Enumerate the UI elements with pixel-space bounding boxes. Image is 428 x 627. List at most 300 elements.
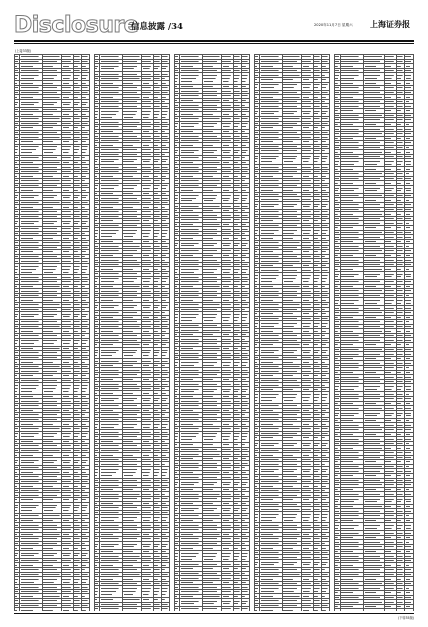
table-cell — [180, 479, 203, 487]
table-row — [15, 144, 90, 156]
table-cell — [100, 347, 123, 359]
table-cell — [384, 185, 396, 193]
table-row — [95, 515, 170, 523]
table-cell — [142, 276, 153, 284]
table-cell — [282, 347, 302, 355]
table-cell — [100, 64, 123, 72]
table-cell — [42, 263, 62, 275]
table-cell — [142, 228, 153, 240]
table-cell — [233, 550, 241, 562]
table-cell — [321, 467, 329, 475]
table-cell — [313, 201, 321, 209]
table-cell — [321, 321, 329, 329]
table-cell — [321, 586, 329, 594]
table-cell — [180, 241, 203, 249]
table-cell — [73, 263, 81, 275]
table-cell — [73, 219, 81, 227]
table-cell — [405, 384, 414, 392]
table-cell — [233, 360, 241, 368]
table-cell — [384, 159, 396, 167]
table-cell — [260, 153, 283, 165]
table-cell — [161, 183, 169, 191]
table-cell — [282, 440, 302, 448]
table-cell — [282, 108, 302, 116]
table-cell — [42, 431, 62, 439]
table-cell — [73, 431, 81, 439]
table-cell — [153, 276, 161, 284]
table-cell — [222, 360, 233, 368]
table-cell — [313, 560, 321, 568]
table-cell — [142, 541, 153, 549]
table-cell — [364, 271, 385, 279]
table-cell — [42, 73, 62, 81]
table-cell — [42, 608, 62, 611]
table-cell — [62, 99, 73, 107]
fund-holdings-table — [14, 54, 90, 611]
table-row — [175, 431, 250, 443]
fund-holdings-table — [334, 54, 414, 611]
table-cell — [202, 192, 222, 204]
table-cell — [282, 201, 302, 209]
table-cell — [321, 108, 329, 116]
table-cell — [62, 144, 73, 156]
table-cell — [153, 541, 161, 549]
table-cell — [260, 511, 283, 523]
table-cell — [142, 157, 153, 165]
table-cell — [340, 298, 364, 306]
table-cell — [161, 276, 169, 284]
table-cell — [260, 201, 283, 209]
table-cell — [260, 108, 283, 116]
table-cell — [260, 347, 283, 355]
table-cell — [260, 321, 283, 329]
table-row — [335, 298, 414, 306]
table-cell — [233, 241, 241, 249]
table-cell — [282, 586, 302, 594]
table-cell — [302, 440, 313, 448]
table-cell — [122, 157, 142, 165]
table-row — [335, 496, 414, 504]
table-cell — [313, 392, 321, 404]
table-cell — [81, 502, 89, 514]
masthead-rule — [14, 40, 414, 42]
table-row — [95, 183, 170, 191]
table-cell — [81, 550, 89, 558]
table-cell — [20, 99, 43, 107]
table-cell — [313, 153, 321, 165]
table-cell — [161, 395, 169, 403]
table-cell — [180, 599, 203, 607]
table-cell — [42, 219, 62, 227]
table-cell — [100, 157, 123, 165]
table-cell — [233, 267, 241, 275]
table-cell — [62, 577, 73, 585]
table-cell — [321, 392, 329, 404]
table-cell — [260, 467, 283, 475]
table-cell — [180, 386, 203, 394]
table-cell — [222, 599, 233, 607]
table-cell — [302, 273, 313, 285]
continuation-note: (上接33版) — [15, 49, 32, 53]
table-cell — [202, 479, 222, 487]
table-cell — [62, 73, 73, 81]
table-cell — [42, 502, 62, 514]
table-cell — [20, 383, 43, 395]
table-row — [335, 609, 414, 611]
table-cell — [42, 550, 62, 558]
table-cell — [302, 201, 313, 209]
table-cell — [153, 108, 161, 120]
table-cell — [161, 228, 169, 240]
table-cell — [62, 383, 73, 395]
table-cell — [100, 541, 123, 549]
table-cell — [180, 192, 203, 204]
table-row — [175, 312, 250, 324]
table-cell — [302, 586, 313, 594]
table-cell — [241, 431, 249, 443]
table-cell — [364, 159, 385, 167]
table-row — [15, 312, 90, 320]
table-cell — [122, 422, 142, 430]
table-cell — [233, 148, 241, 156]
table-cell — [321, 608, 329, 611]
table-cell — [20, 502, 43, 514]
table-row — [175, 192, 250, 204]
table-cell — [122, 183, 142, 191]
table-cell — [153, 347, 161, 359]
table-row — [255, 440, 330, 448]
table-cell — [161, 515, 169, 523]
table-row — [255, 82, 330, 90]
table-cell — [364, 609, 385, 611]
table-cell — [161, 347, 169, 359]
table-row — [15, 608, 90, 611]
table-cell — [122, 515, 142, 523]
table-cell — [153, 64, 161, 72]
table-cell — [340, 159, 364, 167]
table-cell — [62, 219, 73, 227]
table-row — [95, 64, 170, 72]
table-row — [335, 384, 414, 392]
table-cell — [122, 228, 142, 240]
fund-holdings-table — [94, 54, 170, 611]
table-cell — [73, 457, 81, 465]
table-row — [95, 276, 170, 284]
table-cell — [364, 384, 385, 392]
table-row — [255, 511, 330, 523]
table-cell — [282, 511, 302, 523]
table-cell — [73, 577, 81, 585]
table-row — [15, 219, 90, 227]
table-cell — [321, 560, 329, 568]
table-cell — [260, 273, 283, 285]
table-cell — [313, 608, 321, 611]
table-cell — [222, 148, 233, 156]
table-cell — [222, 431, 233, 443]
table-cell — [202, 550, 222, 562]
table-cell — [81, 338, 89, 346]
table-cell — [364, 73, 385, 81]
table-cell — [62, 312, 73, 320]
table-cell — [142, 586, 153, 598]
issue-date: 2020年11月7日 星期六 — [314, 23, 353, 27]
table-cell — [142, 395, 153, 403]
table-cell — [321, 511, 329, 523]
table-cell — [260, 440, 283, 448]
table-body — [335, 55, 414, 612]
table-row — [335, 523, 414, 531]
table-row — [175, 73, 250, 85]
table-cell — [153, 157, 161, 165]
table-row — [15, 73, 90, 81]
table-row — [335, 410, 414, 418]
table-cell — [405, 410, 414, 418]
table-cell — [241, 386, 249, 394]
table-cell — [405, 73, 414, 81]
table-cell — [260, 392, 283, 404]
table-cell — [313, 347, 321, 355]
table-cell — [73, 99, 81, 107]
table-cell — [396, 298, 405, 306]
table-row — [255, 228, 330, 236]
table-cell — [260, 608, 283, 611]
table-cell — [396, 523, 405, 531]
table-cell — [73, 550, 81, 558]
table-cell — [222, 312, 233, 324]
table-cell — [222, 121, 233, 129]
table-cell — [20, 263, 43, 275]
table-cell — [73, 338, 81, 346]
table-column-4 — [254, 48, 330, 611]
table-cell — [282, 608, 302, 611]
table-cell — [202, 267, 222, 275]
table-cell — [384, 73, 396, 81]
table-cell — [161, 157, 169, 165]
table-cell — [161, 108, 169, 120]
table-cell — [302, 82, 313, 90]
table-cell — [340, 271, 364, 279]
table-cell — [260, 586, 283, 594]
table-cell — [62, 431, 73, 439]
table-cell — [202, 360, 222, 368]
table-cell — [222, 550, 233, 562]
table-cell — [81, 192, 89, 200]
table-cell — [313, 586, 321, 594]
table-cell — [222, 192, 233, 204]
table-cell — [153, 302, 161, 310]
table-row — [15, 192, 90, 200]
table-cell — [161, 586, 169, 598]
table-cell — [202, 241, 222, 249]
table-cell — [81, 219, 89, 227]
table-cell — [340, 523, 364, 531]
table-cell — [241, 599, 249, 607]
table-cell — [180, 73, 203, 85]
table-body — [95, 55, 170, 612]
table-cell — [62, 608, 73, 611]
table-cell — [20, 73, 43, 81]
table-cell — [142, 64, 153, 72]
table-cell — [302, 511, 313, 523]
table-cell — [81, 431, 89, 439]
table-cell — [384, 298, 396, 306]
table-cell — [62, 550, 73, 558]
table-cell — [233, 479, 241, 487]
table-column-2 — [94, 48, 170, 611]
table-cell — [384, 384, 396, 392]
table-cell — [81, 99, 89, 107]
newspaper-name: 上海证券报 — [370, 19, 410, 29]
table-row — [255, 108, 330, 116]
table-cell — [20, 457, 43, 465]
table-cell — [42, 312, 62, 320]
table-row — [335, 185, 414, 193]
table-cell — [396, 185, 405, 193]
table-cell — [142, 108, 153, 120]
table-cell — [42, 192, 62, 200]
table-cell — [73, 502, 81, 514]
table-cell — [202, 386, 222, 394]
table-cell — [340, 384, 364, 392]
table-cell — [161, 64, 169, 72]
table-row — [175, 550, 250, 562]
table-cell — [396, 410, 405, 418]
table-row — [255, 560, 330, 568]
table-cell — [202, 431, 222, 443]
table-cell — [73, 383, 81, 395]
table-cell — [241, 121, 249, 129]
table-cell — [405, 496, 414, 504]
table-cell — [20, 312, 43, 320]
table-cell — [100, 108, 123, 120]
table-row — [335, 159, 414, 167]
table-cell — [241, 479, 249, 487]
table-cell — [202, 599, 222, 607]
table-cell — [321, 228, 329, 236]
table-cell — [81, 312, 89, 320]
table-cell — [122, 586, 142, 598]
table-row — [15, 338, 90, 346]
table-cell — [282, 321, 302, 329]
table-cell — [81, 457, 89, 465]
fund-holdings-table — [174, 54, 250, 611]
table-row — [255, 347, 330, 355]
table-cell — [222, 386, 233, 394]
table-cell — [42, 338, 62, 346]
table-row — [175, 599, 250, 607]
table-cell — [241, 550, 249, 562]
table-cell — [202, 148, 222, 156]
table-cell — [202, 312, 222, 324]
table-cell — [282, 273, 302, 285]
table-cell — [20, 608, 43, 611]
table-cell — [161, 541, 169, 549]
table-cell — [73, 144, 81, 156]
table-cell — [405, 185, 414, 193]
table-cell — [153, 515, 161, 523]
table-cell — [396, 73, 405, 81]
table-cell — [153, 395, 161, 403]
table-row — [255, 273, 330, 285]
table-cell — [142, 515, 153, 523]
table-cell — [142, 347, 153, 359]
table-cell — [42, 457, 62, 465]
table-cell — [122, 347, 142, 359]
table-cell — [81, 263, 89, 275]
table-cell — [313, 440, 321, 448]
table-cell — [364, 298, 385, 306]
table-cell — [153, 586, 161, 598]
table-cell — [233, 312, 241, 324]
table-cell — [42, 99, 62, 107]
table-row — [15, 502, 90, 514]
table-cell — [313, 511, 321, 523]
table-cell — [340, 73, 364, 81]
table-cell — [384, 271, 396, 279]
table-cell — [364, 523, 385, 531]
table-cell — [405, 159, 414, 167]
table-cell — [321, 201, 329, 209]
table-cell — [20, 338, 43, 346]
table-cell — [302, 321, 313, 329]
table-cell — [282, 82, 302, 90]
table-cell — [340, 410, 364, 418]
table-row — [95, 302, 170, 310]
table-cell — [321, 153, 329, 165]
table-cell — [405, 609, 414, 611]
disclosure-wordmark: Disclosure — [14, 13, 139, 38]
table-cell — [241, 192, 249, 204]
table-cell — [313, 82, 321, 90]
continuation-footer: (下转35版) — [397, 616, 414, 620]
table-cell — [364, 410, 385, 418]
table-row — [255, 392, 330, 404]
table-cell — [396, 384, 405, 392]
table-row — [15, 457, 90, 465]
table-row — [255, 467, 330, 475]
table-cell — [153, 422, 161, 430]
table-row — [175, 148, 250, 156]
table-cell — [340, 609, 364, 611]
table-cell — [241, 241, 249, 249]
table-cell — [396, 496, 405, 504]
table-cell — [161, 467, 169, 479]
table-cell — [100, 395, 123, 403]
table-cell — [233, 599, 241, 607]
table-cell — [313, 467, 321, 475]
table-cell — [142, 422, 153, 430]
table-cell — [62, 502, 73, 514]
table-cell — [302, 560, 313, 568]
table-row — [15, 577, 90, 585]
table-cell — [364, 185, 385, 193]
table-row — [175, 241, 250, 249]
table-cell — [122, 64, 142, 72]
table-cell — [122, 276, 142, 284]
table-cell — [302, 153, 313, 165]
table-row — [95, 422, 170, 430]
page-footer — [14, 613, 414, 621]
table-cell — [241, 506, 249, 514]
table-cell — [122, 302, 142, 310]
table-row — [95, 467, 170, 479]
table-cell — [180, 148, 203, 156]
table-cell — [100, 586, 123, 598]
table-cell — [73, 312, 81, 320]
table-row — [255, 608, 330, 611]
table-cell — [142, 302, 153, 310]
table-cell — [100, 302, 123, 310]
